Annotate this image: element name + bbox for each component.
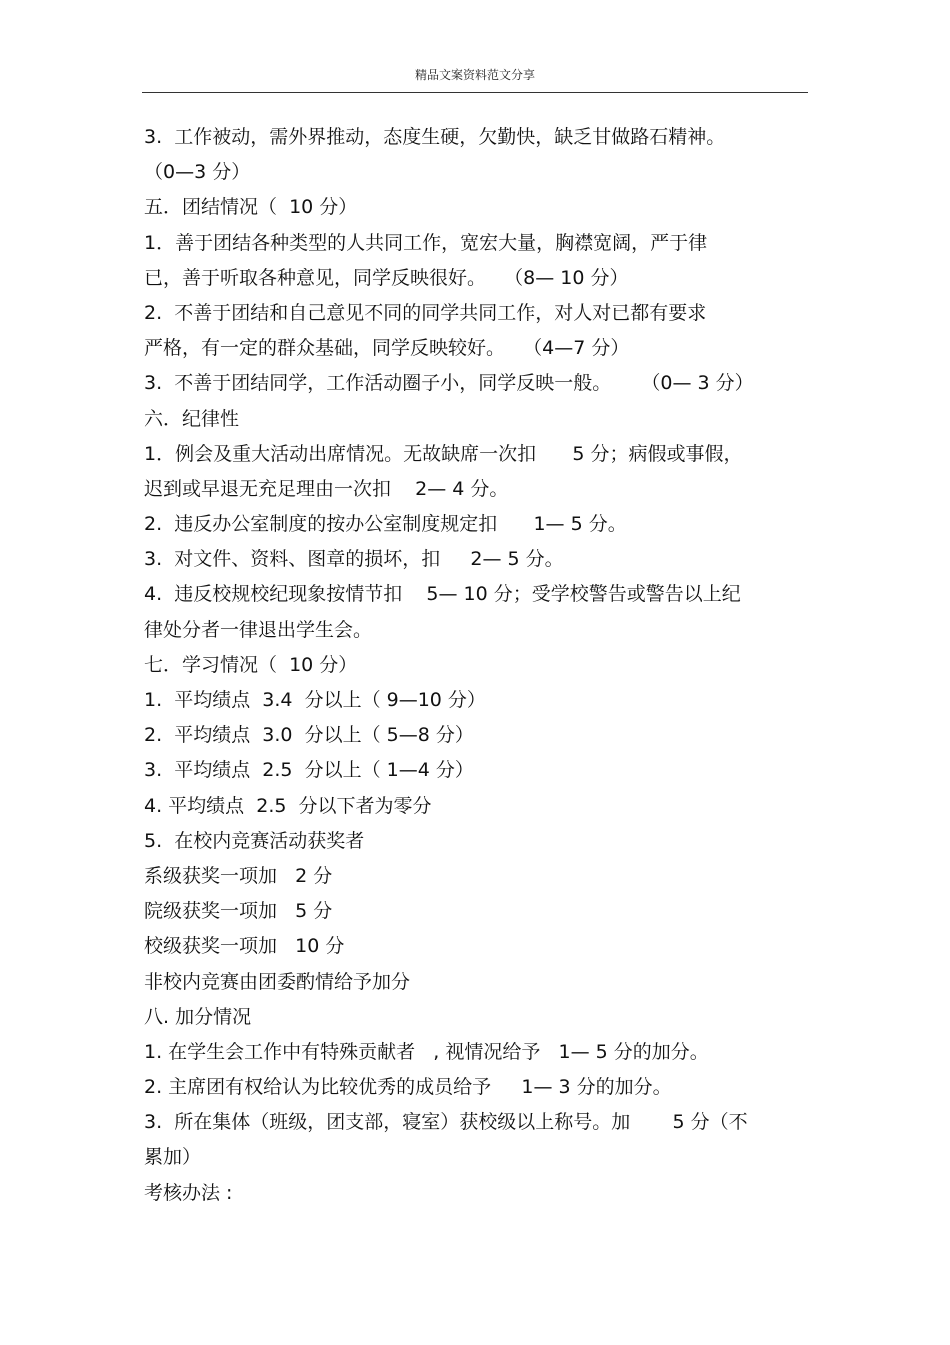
text-line: 严格，有一定的群众基础，同学反映较好。 （4—7 分） xyxy=(144,337,630,360)
document-body xyxy=(144,120,812,1211)
text-line: 3. 对文件、资料、图章的损坏，扣 2— 5 分。 xyxy=(144,548,564,571)
section-heading: 八. 加分情况 xyxy=(144,1005,252,1028)
text-line: 迟到或早退无充足理由一次扣 2— 4 分。 xyxy=(144,477,509,500)
text-line: 律处分者一律退出学生会。 xyxy=(144,618,373,641)
text-line: 3. 所在集体（班级，团支部，寝室）获校级以上称号。加 5 分（不 xyxy=(144,1111,748,1134)
text-line: 3. 工作被动，需外界推动，态度生硬，欠勤快，缺乏甘做路石精神。 xyxy=(144,126,726,148)
section-heading: 五．团结情况（ 10 分） xyxy=(144,196,358,219)
text-line: 2. 违反办公室制度的按办公室制度规定扣 1— 5 分。 xyxy=(144,513,627,536)
text-line: 非校内竞赛由团委酌情给予加分 xyxy=(144,970,411,993)
text-line: 1. 在学生会工作中有特殊贡献者 , 视情况给予 1— 5 分的加分。 xyxy=(144,1040,709,1063)
text-line: （0—3 分） xyxy=(144,161,251,184)
text-line: 系级获奖一项加 2 分 xyxy=(144,864,333,887)
text-line: 1. 平均绩点 3.4 分以上（ 9—10 分） xyxy=(144,689,486,711)
page-header: 精品文案资料范文分享 xyxy=(142,62,808,93)
text-line: 已，善于听取各种意见，同学反映很好。 （8— 10 分） xyxy=(144,266,629,289)
text-line: 1．善于团结各种类型的人共同工作，宽宏大量，胸襟宽阔，严于律 xyxy=(144,231,708,254)
text-line: 2. 主席团有权给认为比较优秀的成员给予 1— 3 分的加分。 xyxy=(144,1076,672,1099)
text-line: 4. 违反校规校纪现象按情节扣 5— 10 分；受学校警告或警告以上纪 xyxy=(144,583,741,606)
text-line: 2. 平均绩点 3.0 分以上（ 5—8 分） xyxy=(144,724,474,747)
text-line: 累加） xyxy=(144,1146,202,1169)
section-heading: 七．学习情况（ 10 分） xyxy=(144,653,358,676)
text-line: 3. 不善于团结同学，工作活动圈子小，同学反映一般。 （0— 3 分） xyxy=(144,372,754,395)
text-line: 院级获奖一项加 5 分 xyxy=(144,900,333,923)
text-line: 3. 平均绩点 2.5 分以上（ 1—4 分） xyxy=(144,759,474,782)
text-line: 2. 不善于团结和自己意见不同的同学共同工作，对人对已都有要求 xyxy=(144,301,707,324)
text-line: 1．例会及重大活动出席情况。无故缺席一次扣 5 分；病假或事假， xyxy=(144,442,743,465)
text-line: 校级获奖一项加 10 分 xyxy=(144,935,345,958)
text-line: 4. 平均绩点 2.5 分以下者为零分 xyxy=(144,794,432,817)
text-line: 考核办法 : xyxy=(144,1181,233,1204)
section-heading: 六．纪律性 xyxy=(144,407,240,430)
text-line: 5. 在校内竞赛活动获奖者 xyxy=(144,829,365,852)
